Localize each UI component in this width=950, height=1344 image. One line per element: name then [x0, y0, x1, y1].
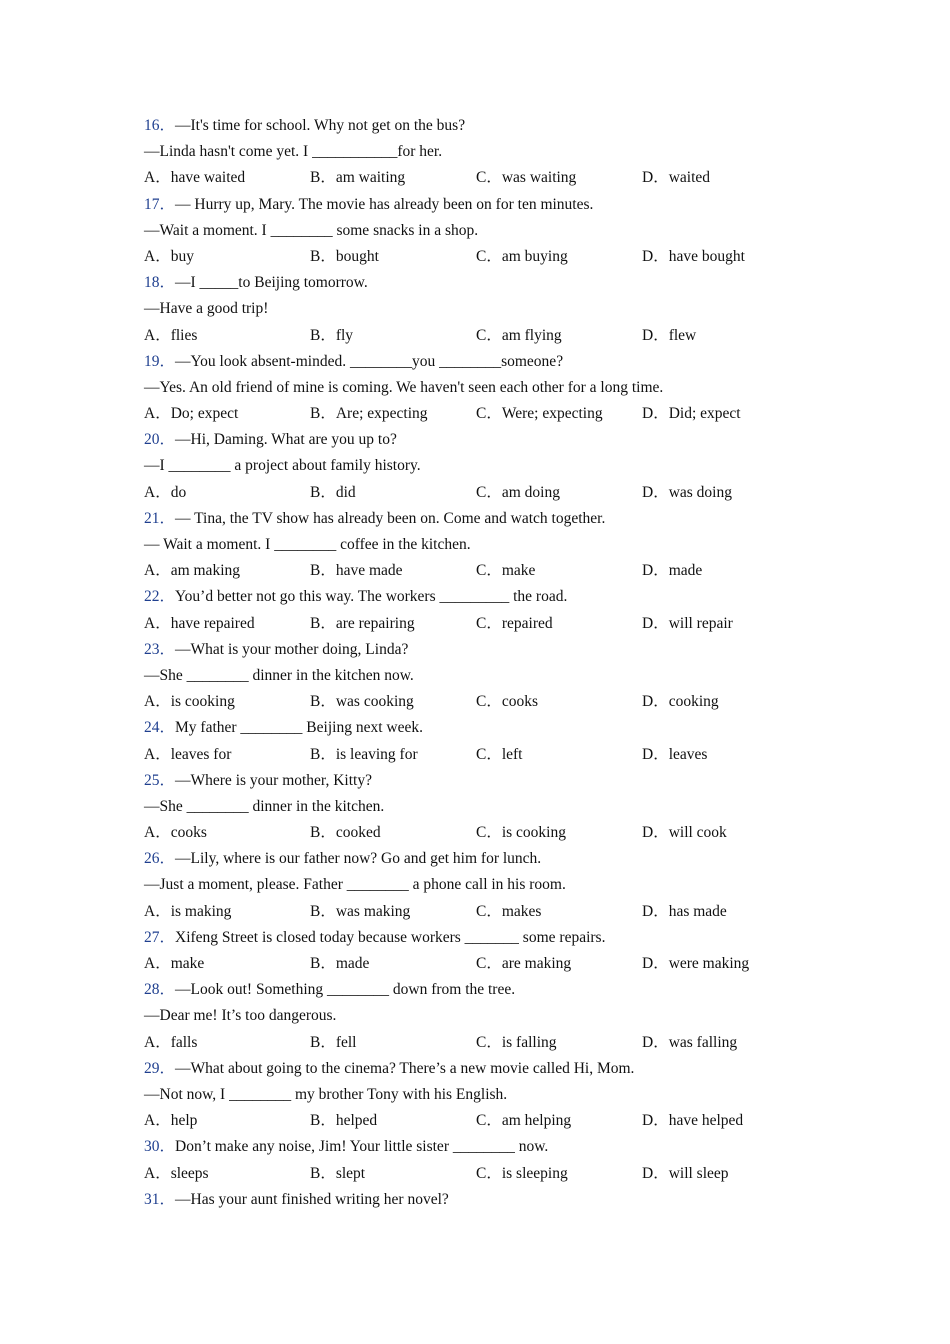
answer-option-b: B．made: [310, 955, 370, 972]
answer-option-c: C．is falling: [476, 1033, 557, 1051]
question-number: 26．: [144, 850, 176, 868]
question-29: [144, 1056, 824, 1135]
question-number: 25．: [144, 771, 176, 789]
answer-option-c: C．am doing: [476, 483, 560, 501]
question-text: — Tina, the TV show has already been on. Come and watch together.: [175, 509, 606, 527]
answer-option-b: B．is leaving for: [310, 745, 418, 763]
question-line: [144, 1082, 824, 1108]
answer-option-d: D．has made: [642, 902, 727, 920]
question-number: 28．: [144, 981, 176, 999]
answer-option-d: D．have helped: [642, 1112, 744, 1130]
answer-option-c: C．cooks: [476, 693, 539, 711]
question-23: [144, 637, 824, 716]
question-number: 23．: [144, 640, 176, 658]
answer-options: [144, 951, 824, 977]
answer-option-d: D．was doing: [642, 483, 732, 501]
answer-options: [144, 1161, 824, 1187]
question-number: 19．: [144, 352, 176, 370]
question-text: — Hurry up, Mary. The movie has already been on for ten minutes.: [175, 195, 594, 213]
question-text: —Hi, Daming. What are you up to?: [175, 431, 397, 449]
answer-option-d: D．were making: [642, 955, 750, 972]
answer-options: [144, 165, 824, 191]
question-text: —Look out! Something ________ down from the tree.: [175, 981, 516, 999]
question-text: —Yes. An old friend of mine is coming. We haven't seen each other for a long time.: [144, 378, 664, 396]
question-27: [144, 925, 824, 977]
answer-option-b: B．was cooking: [310, 693, 414, 711]
answer-option-c: C．makes: [476, 902, 542, 920]
answer-option-a: A．help: [144, 1112, 198, 1130]
question-28: [144, 977, 824, 1056]
answer-option-a: A．sleeps: [144, 1164, 209, 1182]
question-line: [144, 1003, 824, 1029]
question-30: [144, 1134, 824, 1186]
answer-option-a: A．is cooking: [144, 693, 235, 711]
question-text: You’d better not go this way. The workers _________ the road.: [175, 588, 568, 606]
question-text: —You look absent-minded. ________you ________someone?: [175, 352, 564, 370]
question-stem: [144, 506, 824, 532]
answer-option-a: A．cooks: [144, 824, 207, 842]
question-26: [144, 846, 824, 925]
answer-option-a: A．Do; expect: [144, 405, 239, 423]
answer-option-d: D．was falling: [642, 1033, 738, 1051]
question-text: —Wait a moment. I ________ some snacks in a shop.: [144, 221, 479, 239]
question-number: 20．: [144, 431, 176, 449]
question-text: —I ________ a project about family history.: [144, 457, 421, 475]
answer-option-b: B．Are; expecting: [310, 405, 428, 423]
answer-option-c: C．am helping: [476, 1112, 572, 1130]
question-21: [144, 506, 824, 585]
question-list: [144, 113, 824, 1213]
question-line: [144, 453, 824, 479]
question-25: [144, 768, 824, 847]
answer-option-d: D．flew: [642, 326, 697, 344]
question-stem: [144, 1134, 824, 1160]
question-line: [144, 663, 824, 689]
answer-option-c: C．am flying: [476, 326, 562, 344]
answer-option-c: C．are making: [476, 955, 572, 972]
question-stem: [144, 1056, 824, 1082]
answer-option-d: D．made: [642, 562, 703, 580]
answer-option-c: C．left: [476, 745, 523, 763]
question-number: 31．: [144, 1190, 176, 1208]
question-stem: [144, 977, 824, 1003]
answer-option-b: B．fell: [310, 1033, 357, 1051]
question-line: [144, 139, 824, 165]
question-text: —She ________ dinner in the kitchen.: [144, 797, 385, 815]
answer-option-a: A．is making: [144, 902, 232, 920]
answer-option-d: D．have bought: [642, 247, 745, 265]
question-text: My father ________ Beijing next week.: [175, 719, 423, 737]
question-text: —Lily, where is our father now? Go and get him for lunch.: [175, 850, 542, 868]
question-text: —Where is your mother, Kitty?: [175, 771, 372, 789]
question-text: —Just a moment, please. Father ________ a phone call in his room.: [144, 876, 566, 894]
question-stem: [144, 270, 824, 296]
question-line: [144, 794, 824, 820]
answer-option-d: D．waited: [642, 169, 711, 187]
question-22: [144, 584, 824, 636]
answer-option-a: A．do: [144, 483, 187, 501]
question-18: [144, 270, 824, 349]
question-text: —What is your mother doing, Linda?: [175, 640, 409, 658]
answer-options: [144, 480, 824, 506]
question-31: [144, 1187, 824, 1213]
question-stem: [144, 427, 824, 453]
question-stem: [144, 925, 824, 951]
answer-option-d: D．leaves: [642, 745, 708, 763]
question-text: — Wait a moment. I ________ coffee in the kitchen.: [144, 536, 471, 553]
question-number: 30．: [144, 1138, 176, 1156]
answer-option-d: D．cooking: [642, 693, 719, 711]
answer-option-b: B．am waiting: [310, 169, 406, 187]
question-16: [144, 113, 824, 192]
question-stem: [144, 846, 824, 872]
question-stem: [144, 113, 824, 139]
question-line: [144, 872, 824, 898]
answer-option-a: A．have waited: [144, 169, 246, 187]
answer-option-c: C．is cooking: [476, 824, 566, 842]
answer-option-d: D．Did; expect: [642, 405, 741, 423]
answer-option-b: B．was making: [310, 902, 411, 920]
answer-option-b: B．slept: [310, 1164, 366, 1182]
question-number: 24．: [144, 719, 176, 737]
question-24: [144, 715, 824, 767]
answer-option-b: B．bought: [310, 247, 379, 265]
answer-option-b: B．cooked: [310, 824, 381, 842]
answer-option-d: D．will repair: [642, 614, 733, 632]
answer-option-a: A．make: [144, 955, 205, 972]
question-text: Don’t make any noise, Jim! Your little sister ________ now.: [175, 1138, 549, 1156]
question-line: [144, 375, 824, 401]
answer-options: [144, 899, 824, 925]
question-text: —Dear me! It’s too dangerous.: [144, 1007, 337, 1025]
answer-option-c: C．am buying: [476, 247, 568, 265]
answer-options: [144, 401, 824, 427]
question-number: 27．: [144, 928, 176, 946]
answer-options: [144, 689, 824, 715]
answer-options: [144, 558, 824, 584]
question-text: —It's time for school. Why not get on the bus?: [175, 117, 466, 134]
question-17: [144, 192, 824, 271]
question-stem: [144, 637, 824, 663]
question-number: 22．: [144, 588, 176, 606]
answer-options: [144, 742, 824, 768]
question-stem: [144, 768, 824, 794]
answer-option-b: B．have made: [310, 562, 403, 580]
answer-options: [144, 1030, 824, 1056]
answer-option-c: C．make: [476, 562, 536, 580]
answer-option-c: C．is sleeping: [476, 1164, 568, 1182]
answer-options: [144, 244, 824, 270]
answer-options: [144, 323, 824, 349]
question-line: [144, 296, 824, 322]
question-text: —She ________ dinner in the kitchen now.: [144, 666, 414, 684]
answer-options: [144, 1108, 824, 1134]
answer-option-a: A．falls: [144, 1033, 198, 1051]
answer-option-d: D．will cook: [642, 824, 727, 842]
question-text: —Not now, I ________ my brother Tony with his English.: [144, 1085, 508, 1103]
question-text: —Has your aunt finished writing her novel?: [175, 1190, 449, 1208]
question-number: 29．: [144, 1059, 176, 1077]
question-number: 18．: [144, 274, 176, 292]
answer-options: [144, 820, 824, 846]
answer-option-c: C．Were; expecting: [476, 405, 603, 423]
answer-option-d: D．will sleep: [642, 1164, 729, 1182]
question-stem: [144, 349, 824, 375]
answer-option-c: C．repaired: [476, 614, 553, 632]
answer-options: [144, 611, 824, 637]
answer-option-c: C．was waiting: [476, 169, 577, 187]
answer-option-b: B．did: [310, 483, 356, 501]
answer-option-a: A．buy: [144, 247, 194, 265]
question-number: 16．: [144, 117, 176, 134]
question-text: —I _____to Beijing tomorrow.: [175, 274, 368, 292]
question-stem: [144, 192, 824, 218]
answer-option-a: A．leaves for: [144, 745, 232, 763]
question-stem: [144, 715, 824, 741]
question-number: 21．: [144, 509, 176, 527]
question-text: —Have a good trip!: [144, 300, 269, 318]
question-line: [144, 532, 824, 558]
question-line: [144, 218, 824, 244]
question-text: —What about going to the cinema? There’s a new movie called Hi, Mom.: [175, 1059, 635, 1077]
answer-option-a: A．flies: [144, 326, 198, 344]
question-text: —Linda hasn't come yet. I ___________for her.: [144, 143, 443, 161]
answer-option-b: B．are repairing: [310, 614, 415, 632]
answer-option-a: A．have repaired: [144, 614, 255, 632]
answer-option-a: A．am making: [144, 562, 240, 580]
question-text: Xifeng Street is closed today because workers _______ some repairs.: [175, 928, 606, 946]
question-number: 17．: [144, 195, 176, 213]
answer-option-b: B．helped: [310, 1112, 378, 1130]
question-19: [144, 349, 824, 428]
question-stem: [144, 584, 824, 610]
question-20: [144, 427, 824, 506]
question-stem: [144, 1187, 824, 1213]
answer-option-b: B．fly: [310, 326, 354, 344]
